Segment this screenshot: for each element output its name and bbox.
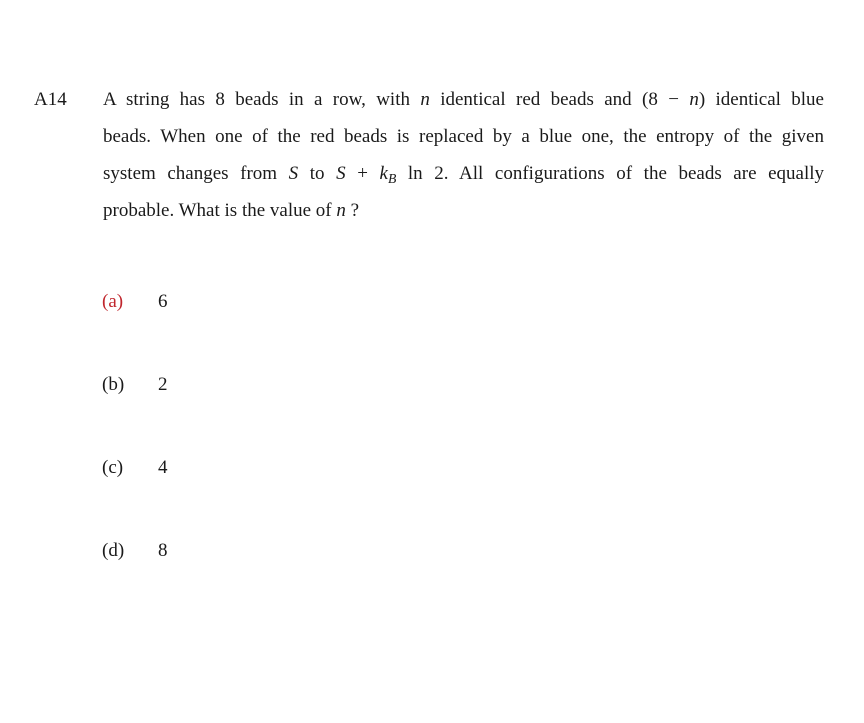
option-c[interactable]	[102, 456, 168, 480]
question-number: A14	[34, 89, 67, 110]
option-b[interactable]	[102, 373, 168, 397]
option-value: 6	[158, 291, 168, 312]
question-line-3: system changes from S to $S + k_B$ ln 2. All configurations of the beads are equally	[103, 163, 825, 187]
option-label: (d)	[102, 540, 125, 561]
option-label: (b)	[102, 374, 125, 395]
option-a[interactable]	[102, 290, 168, 314]
option-label: (c)	[102, 457, 124, 478]
question-line-1: A string has 8 beads in a row, with n identical red beads and (8 − n) identical blue	[103, 89, 824, 110]
option-value: 8	[158, 540, 168, 561]
option-value: 2	[158, 374, 168, 395]
question-line-4: probable. What is the value of n ?	[103, 200, 360, 221]
option-label: (a)	[102, 291, 124, 312]
option-d[interactable]	[102, 539, 168, 563]
option-value: 4	[158, 457, 168, 478]
question-line-2: beads. When one of the red beads is replaced by a blue one, the entropy of the given	[103, 126, 824, 147]
